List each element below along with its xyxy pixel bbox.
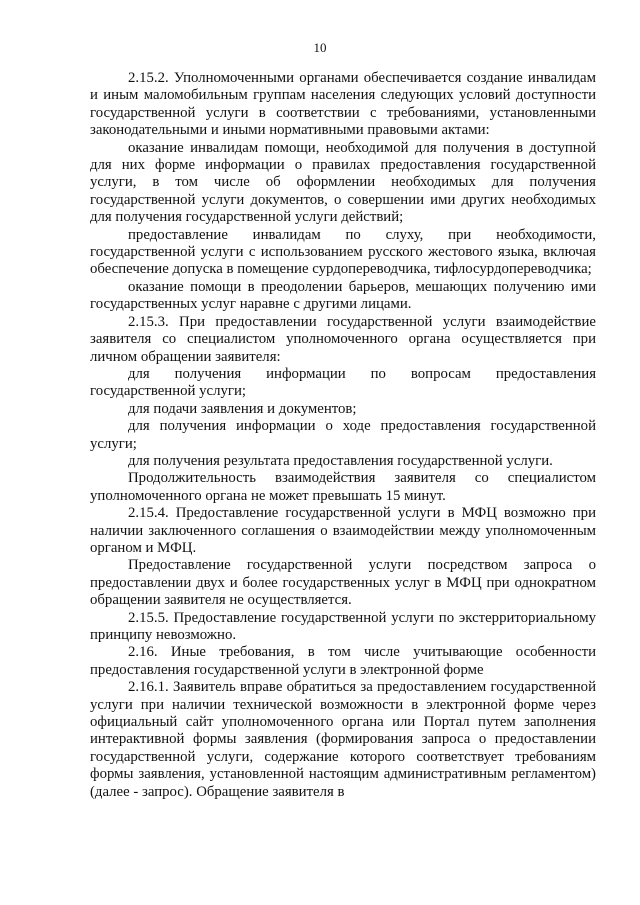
- paragraph-2-16-1: 2.16.1. Заявитель вправе обратиться за предоставлением государственной услуги при наличии технической возможности в электронной форме через официальный сайт уполномоченного органа или Портал путем заполнения интерактивной формы заявления (формирования запроса о предоставлении государственной услуги, содержание которого соответствует требованиям формы заявления, установленной настоящим административным регламентом) (далее - запрос). Обращение заявителя в: [90, 679, 596, 800]
- paragraph-2-15-2: 2.15.2. Уполномоченными органами обеспечивается создание инвалидам и иным маломобильным группам населения следующих условий доступности государственной услуги в соответствии с требованиями, установленными законодательными и иными нормативными правовыми актами:: [90, 70, 596, 139]
- paragraph-2-15-4: 2.15.4. Предоставление государственной услуги в МФЦ возможно при наличии заключенного соглашения о взаимодействии между уполномоченным органом и МФЦ.: [90, 505, 596, 556]
- paragraph-2-16: 2.16. Иные требования, в том числе учитывающие особенности предоставления государственной услуги в электронной форме: [90, 644, 596, 678]
- paragraph-duration: Продолжительность взаимодействия заявителя со специалистом уполномоченного органа не может превышать 15 минут.: [90, 470, 596, 504]
- page-number: 10: [313, 40, 327, 55]
- paragraph-progress-info: для получения информации о ходе предоставления государственной услуги;: [90, 418, 596, 452]
- paragraph-sign-language: предоставление инвалидам по слуху, при необходимости, государственной услуги с использованием русского жестового языка, включая обеспечение допуска в помещение сурдопереводчика, тифлосурдопереводчика;: [90, 226, 596, 278]
- paragraph-info-questions: для получения информации по вопросам предоставления государственной услуги;: [90, 365, 596, 400]
- paragraph-multiple-services: Предоставление государственной услуги посредством запроса о предоставлении двух и более государственных услуг в МФЦ при однократном обращении заявителя не осуществляется.: [90, 557, 596, 609]
- paragraph-submit-documents: для подачи заявления и документов;: [128, 400, 357, 417]
- document-body: [90, 70, 596, 801]
- paragraph-2-15-5: 2.15.5. Предоставление государственной услуги по экстерриториальному принципу невозможно.: [90, 609, 596, 643]
- paragraph-barriers: оказание помощи в преодолении барьеров, мешающих получению ими государственных услуг наравне с другими лицами.: [90, 278, 596, 313]
- paragraph-assistance-information: оказание инвалидам помощи, необходимой для получения в доступной для них форме информации о правилах предоставления государственной услуги, в том числе об оформлении необходимых для получения государственной услуги документов, о совершении ими других необходимых для получения государственной услуги действий;: [90, 139, 596, 226]
- paragraph-2-15-3: 2.15.3. При предоставлении государственной услуги взаимодействие заявителя со специалистом уполномоченного органа осуществляется при личном обращении заявителя:: [90, 313, 596, 365]
- paragraph-get-result: для получения результата предоставления государственной услуги.: [128, 452, 553, 469]
